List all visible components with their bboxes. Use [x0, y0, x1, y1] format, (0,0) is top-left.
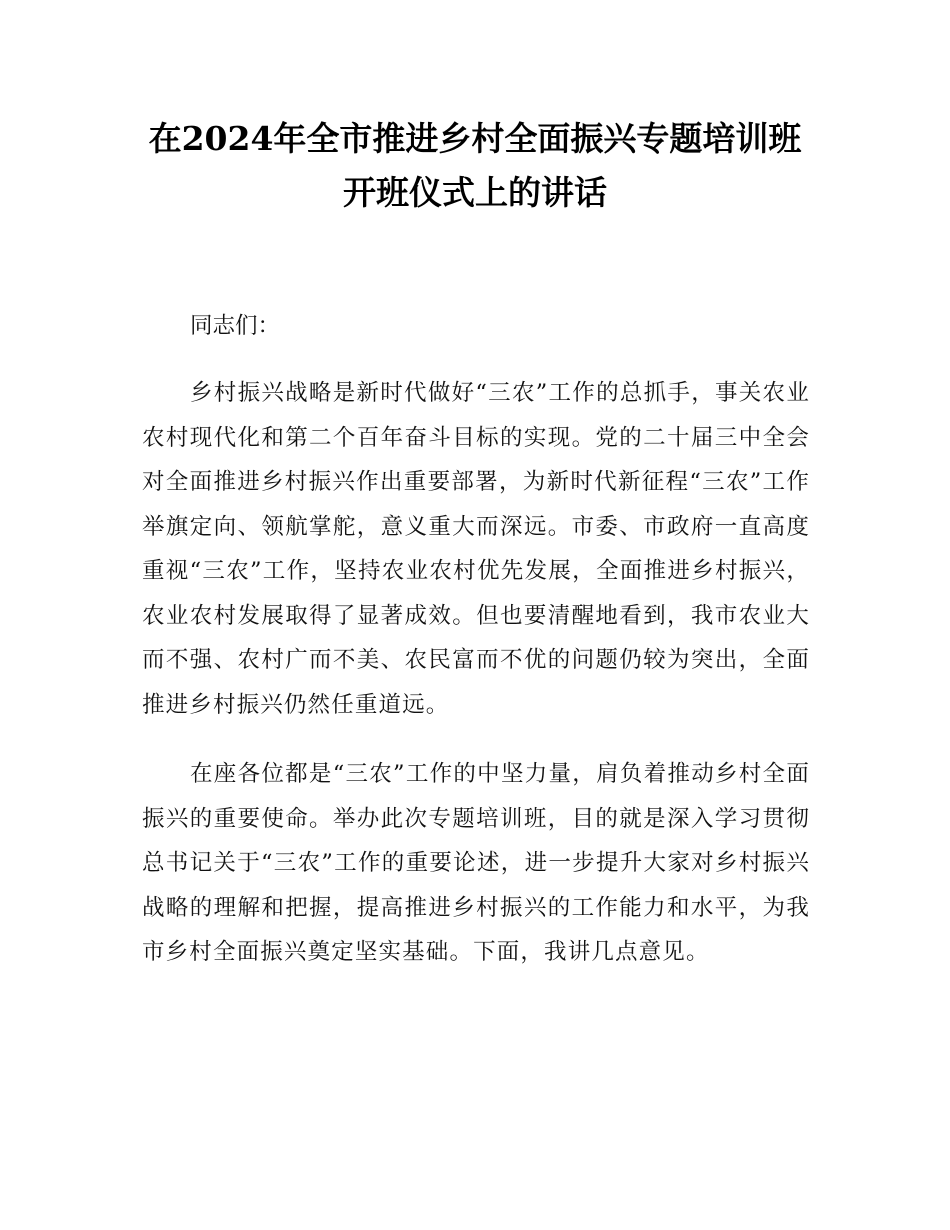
paragraph-2: 在座各位都是“三农”工作的中坚力量，肩负着推动乡村全面振兴的重要使命。举办此次专题培训班，目的就是深入学习贯彻总书记关于“三农”工作的重要论述，进一步提升大家对乡村振兴战略的理解和把握，提高推进乡村振兴的工作能力和水平，为我市乡村全面振兴奠定坚实基础。下面，我讲几点意见。	[142, 761, 810, 965]
speech-body	[142, 308, 810, 975]
speech-title	[120, 112, 830, 220]
title-line-1: 在2024年全市推进乡村全面振兴专题培训班	[148, 119, 802, 158]
paragraph-1: 乡村振兴战略是新时代做好“三农”工作的总抓手，事关农业农村现代化和第二个百年奋斗目标的实现。党的二十届三中全会对全面推进乡村振兴作出重要部署，为新时代新征程“三农”工作举旗定向、领航掌舵，意义重大而深远。市委、市政府一直高度重视“三农”工作，坚持农业农村优先发展，全面推进乡村振兴，农业农村发展取得了显著成效。但也要清醒地看到，我市农业大而不强、农村广而不美、农民富而不优的问题仍较为突出，全面推进乡村振兴仍然任重道远。	[142, 380, 810, 718]
title-line-2: 开班仪式上的讲话	[343, 173, 607, 212]
salutation: 同志们：	[190, 313, 281, 339]
